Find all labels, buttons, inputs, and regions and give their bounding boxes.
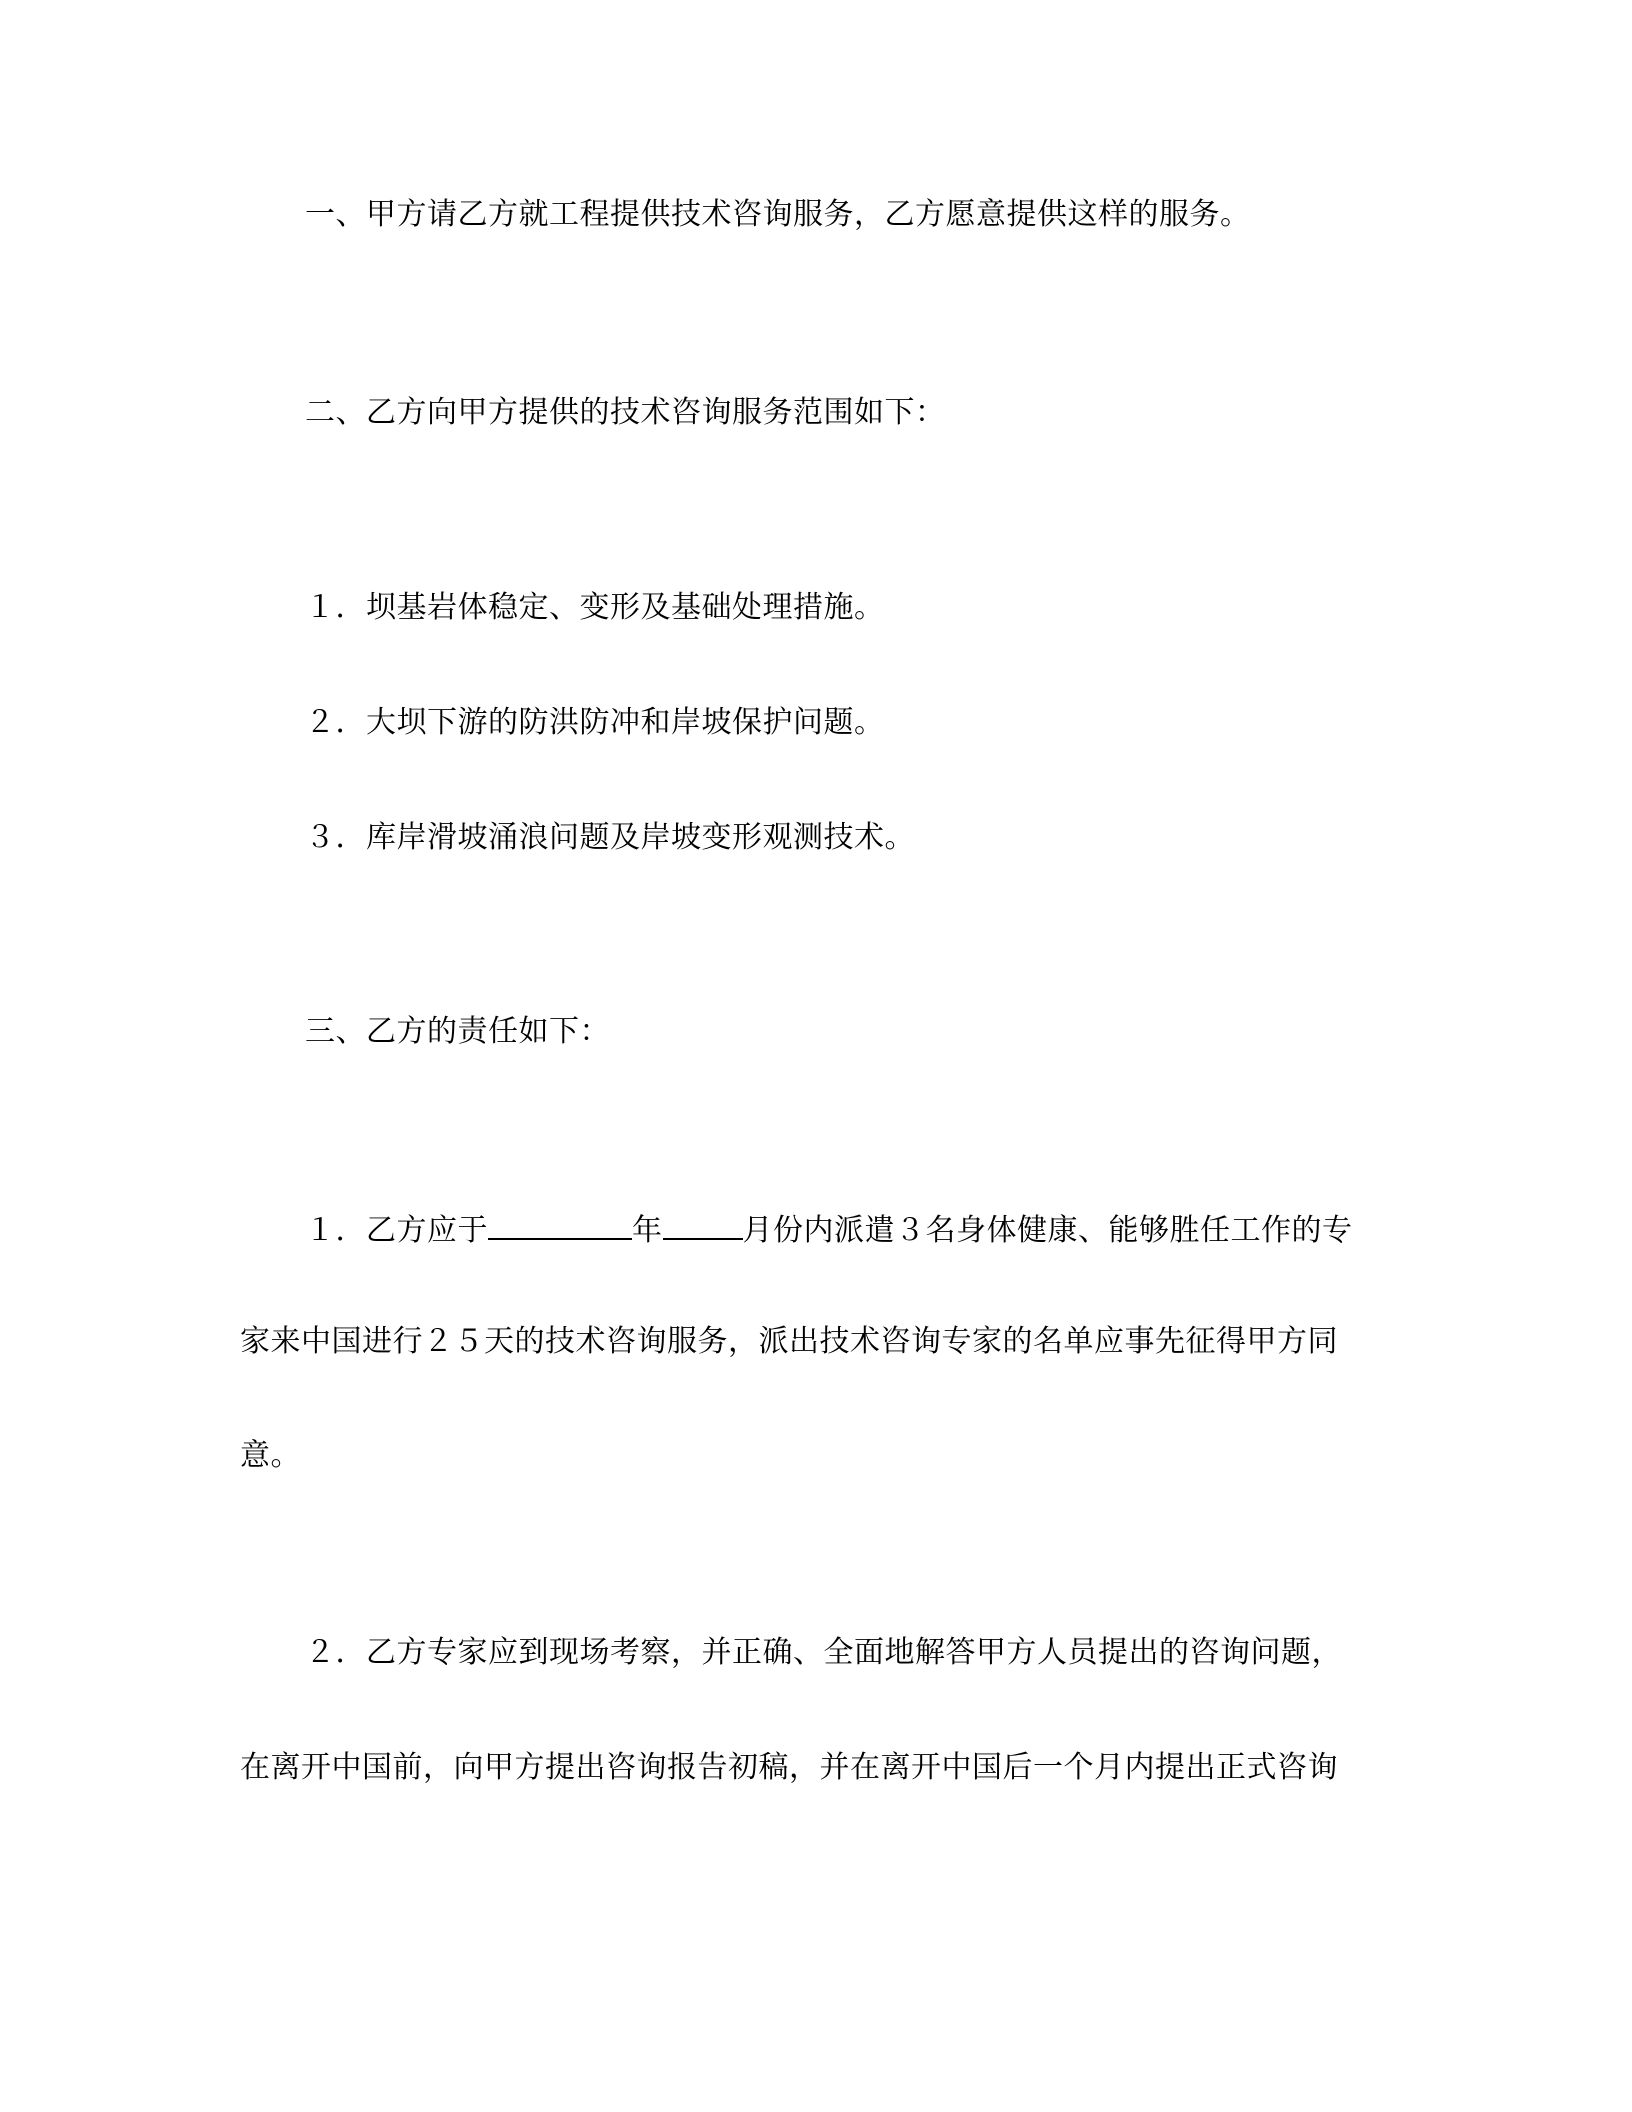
section-3-item-1-prefix: １．乙方应于 — [305, 1213, 488, 1248]
section-3-item-1-line-3: 意。 — [240, 1438, 301, 1473]
section-1-text: 一、甲方请乙方就工程提供技术咨询服务，乙方愿意提供这样的服务。 — [305, 197, 1251, 232]
section-3-item-2-line-2: 在离开中国前，向甲方提出咨询报告初稿，并在离开中国后一个月内提出正式咨询 — [240, 1750, 1338, 1785]
section-3-item-1-line-2: 家来中国进行２５天的技术咨询服务，派出技术咨询专家的名单应事先征得甲方同 — [240, 1324, 1338, 1359]
section-3-item-1-line-1 — [305, 1208, 1353, 1251]
section-3-heading: 三、乙方的责任如下： — [305, 1014, 610, 1049]
year-blank-field — [488, 1208, 632, 1240]
section-2-item-3: ３．库岸滑坡涌浪问题及岸坡变形观测技术。 — [305, 820, 915, 855]
section-3-item-1-suffix: 月份内派遣３名身体健康、能够胜任工作的专 — [742, 1213, 1353, 1248]
section-2-heading: 二、乙方向甲方提供的技术咨询服务范围如下： — [305, 395, 946, 430]
section-2-item-1: １．坝基岩体稳定、变形及基础处理措施。 — [305, 590, 885, 625]
section-3-item-2-line-1: ２．乙方专家应到现场考察，并正确、全面地解答甲方人员提出的咨询问题， — [305, 1635, 1342, 1670]
month-blank-field — [663, 1208, 743, 1240]
section-2-item-2: ２．大坝下游的防洪防冲和岸坡保护问题。 — [305, 705, 885, 740]
year-label: 年 — [632, 1213, 663, 1248]
